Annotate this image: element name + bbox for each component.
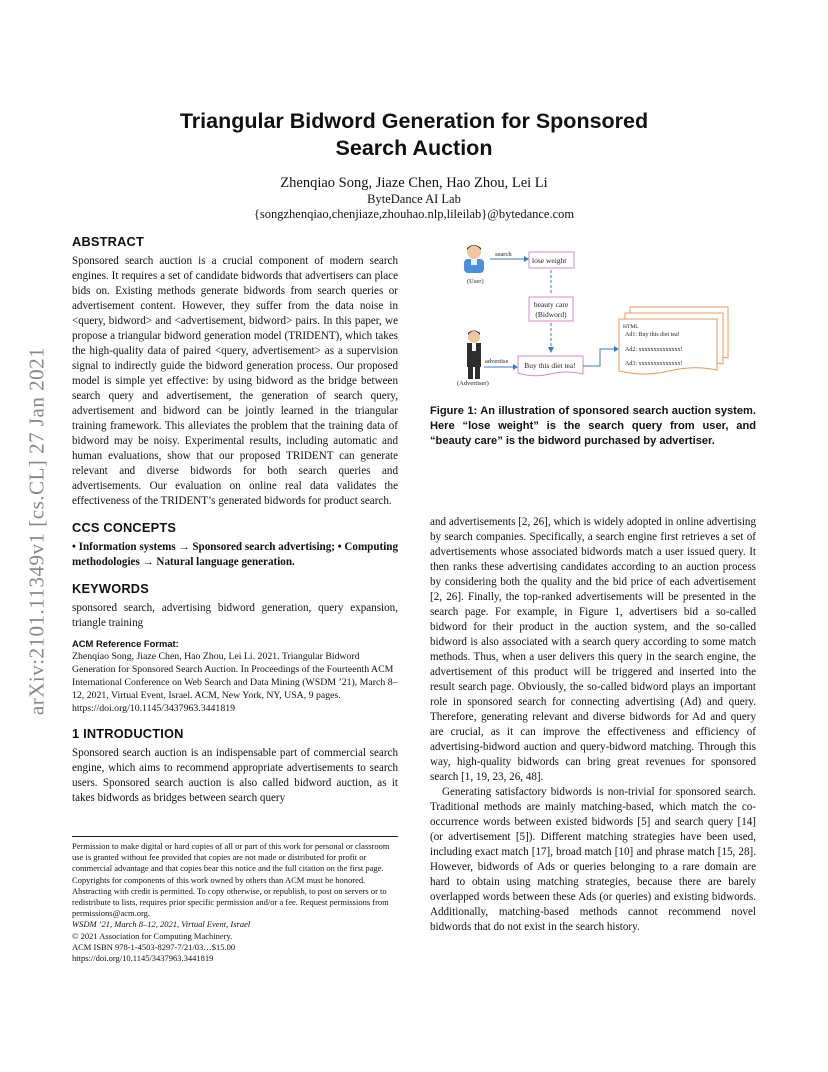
abstract-text: Sponsored search auction is a crucial component of modern search engines. It requires a set of candidate bidwords that advertisers can place bids on. Existing methods generate bidwords from search queries or advertisement content. However, they suffer from the data noise in <query, bidword> and <advertisement, bidword> pairs. In this paper, we propose a triangular bidword generation model (TRIDENT), which takes the high-quality data of paired <query, advertisement> as a supervision signal to indirectly guide the bidword generation process. Our proposed model is simple yet effective: by using bidword as the bridge between search query and advertisement, the generation of search query, advertisement and bidword can be jointly learned in the triangular training framework. This alleviates the problem that the training data of bidword may be noisy. Experimental results, including automatic and human evaluations, show that our proposed TRIDENT can generate relevant and diverse bidwords for both search queries and advertisements. Our evaluation on online real data validates the effectiveness of the TRIDENT’s generated bidwords for product search. [72, 255, 398, 507]
ad2-text: Ad2: xxxxxxxxxxxxxx! [625, 347, 683, 353]
permission-text: Permission to make digital or hard copies of all or part of this work for personal or classroom use is granted without fee provided that copies are not made or distributed for profit or commercial advantage and that copies bear this notice and the full citation on the first page. Copyrights for components of this work owned by others than ACM must be honored. Abstracting with credit is permitted. To copy otherwise, or republish, to post on servers or to redistribute to lists, requires prior specific permission and/or a fee. Request permissions from permissions@acm.org. [72, 841, 390, 919]
figure-1-illustration [452, 242, 742, 390]
page-header: HTML [623, 324, 639, 330]
bidword-box-line-2: (Bidword) [535, 310, 567, 319]
doi-line: https://doi.org/10.1145/3437963.3441819 [72, 953, 214, 964]
left-column [72, 233, 398, 806]
user-icon [464, 245, 484, 273]
introduction-text-left: Sponsored search auction is an indispensable part of commercial search engine, which aims to recommend appropriate advertisements to search users. Sponsored search auction is also called bidword auction, as it takes bidwords as bridges between search query [72, 747, 398, 804]
introduction-text-right-2: Generating satisfactory bidwords is non-trivial for sponsored search. Traditional methods are mainly matching-based, which match the co-occurrence words between existed bidwords [5] and search query [14] (or advertisement [5]). Different matching strategies have been used, including exact match [17], broad match [10] and phrase match [15, 28]. However, bidwords of Ads or queries belonging to a rare domain are hard to obtain using matching strategies, because there are barely overlapped words between these Ads (or queries) and existing bidwords. Additionally, matching-based methods cannot recommend novel bidwords that do not exist in the search history. [430, 786, 756, 933]
acm-reference-text: Zhenqiao Song, Jiaze Chen, Hao Zhou, Lei Li. 2021. Triangular Bidword Generation for Sponsored Search Auction. In Proceedings of the Fourteenth ACM International Conference on Web Search and Data Mining (WSDM ’21), March 8–12, 2021, Virtual Event, Israel. ACM, New York, NY, USA, 9 pages. https://doi.org/10.1145/3437963.3441819 [72, 651, 398, 714]
arrow-down-icon [548, 347, 554, 353]
right-column [430, 515, 756, 935]
copyright-line: © 2021 Association for Computing Machinery. [72, 930, 233, 941]
bidword-box-line-1: beauty care [533, 300, 569, 309]
affiliation: ByteDance AI Lab [367, 192, 461, 206]
user-label: (User) [467, 278, 484, 285]
ad-box-text: Buy this diet tea! [524, 361, 576, 370]
arrow-head-icon [513, 364, 518, 370]
arxiv-identifier [22, 296, 52, 766]
ad1-text: Ad1: Buy this diet tea! [625, 332, 680, 338]
author-emails: {songzhenqiao,chenjiaze,zhouhao.nlp,lileilab}@bytedance.com [253, 207, 575, 221]
conference-line: WSDM ’21, March 8–12, 2021, Virtual Event, Israel [72, 919, 251, 930]
permission-block [72, 836, 398, 964]
figure-1-caption: Figure 1: An illustration of sponsored search auction system. Here “lose weight” is the search query from user, and “beauty care” is the bidword purchased by advertiser. [430, 405, 756, 447]
advertiser-icon [467, 331, 481, 380]
ad3-text: Ad3: xxxxxxxxxxxxxx! [625, 361, 683, 367]
advertiser-label: (Advertiser) [457, 380, 489, 387]
title-line-2: Search Auction [335, 136, 493, 160]
arxiv-identifier-text: arXiv:2101.11349v1 [cs.CL] 27 Jan 2021 [24, 346, 49, 716]
keywords-text: sponsored search, advertising bidword generation, query expansion, triangle training [72, 602, 398, 629]
abstract-heading: ABSTRACT [72, 234, 144, 249]
paper-title [0, 108, 828, 162]
keywords-heading: KEYWORDS [72, 581, 149, 596]
advertise-label: advertise [485, 358, 509, 365]
introduction-text-right-1: and advertisements [2, 26], which is widely adopted in online advertising by search companies. Specifically, a search engine first retrieves a set of advertisements whose associated bidwords match a user issued query. It then ranks these advertising candidates according to an auction process by considering both the quality and the bid price of each advertisement [2, 26]. Finally, the top-ranked advertisements will be presented in the search page. For example, in Figure 1, advertisers bid a so-called bidword for their product in the auction system, and the so-called bidword is also associated with a search query according to some match methods. Thus, when a user delivers this query in the search engine, the advertisement of this product will be triggered and inserted into the result search page. Obviously, the so-called bidword plays an important role in sponsored search for connecting advertising (Ad) and query. Therefore, generating relevant and diverse bidwords for Ad and query are crucial, as it can improve the effectiveness and efficiency of advertising-bidword auction and query-bidword matching. Through this way, high-quality bidwords can bring great revenues for sponsored search [1, 19, 23, 26, 48]. [430, 516, 756, 783]
arrow-head-icon [614, 346, 619, 352]
sponsored-search-diagram [452, 242, 742, 390]
title-line-1: Triangular Bidword Generation for Sponsored [179, 109, 649, 133]
ccs-heading: CCS CONCEPTS [72, 520, 177, 535]
isbn-line: ACM ISBN 978-1-4503-8297-7/21/03…$15.00 [72, 941, 236, 952]
search-label: search [495, 251, 512, 258]
acm-reference-heading: ACM Reference Format: [72, 638, 179, 649]
arrow-head-icon [524, 256, 529, 262]
introduction-heading: 1 INTRODUCTION [72, 726, 184, 741]
query-box-text: lose weight [532, 256, 567, 265]
ccs-text: • Information systems → Sponsored search advertising; • Computing methodologies → Natural language generation. [72, 541, 399, 568]
author-list: Zhenqiao Song, Jiaze Chen, Hao Zhou, Lei Li [280, 175, 548, 191]
